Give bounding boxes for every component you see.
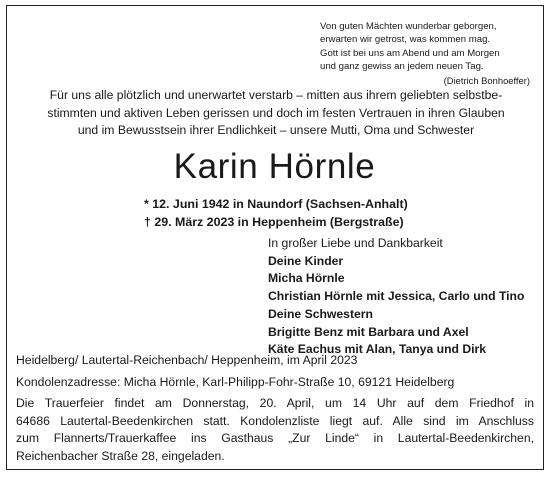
life-dates: [144, 196, 408, 232]
condolence-address: Kondolenzadresse: Micha Hörnle, Karl-Philipp-Fohr-Straße 10, 69121 Heidelberg: [16, 375, 455, 389]
service-line: Reichenbacher Straße 28, eingeladen.: [16, 448, 225, 463]
service-line: 64686 Lautertal-Beedenkirchen statt. Kondolenzliste liegt auf. Alle sind im Anschluss: [16, 413, 534, 428]
intro-line: stimmten und aktiven Leben gerissen und doch im festen Vertrauen in ihren Glauben: [47, 105, 505, 120]
service-line: Die Trauerfeier findet am Donnerstag, 20. April, um 14 Uhr auf dem Friedhof in: [16, 396, 534, 410]
quote-author: (Dietrich Bonhoeffer): [443, 74, 530, 86]
mourner-entry: Käte Eachus mit Alan, Tanya und Dirk: [268, 342, 487, 357]
mourner-entry: Micha Hörnle: [268, 271, 345, 286]
mourner-entry: Deine Schwestern: [268, 306, 373, 321]
funeral-service-info: [16, 395, 534, 465]
mourner-entry: Brigitte Benz mit Barbara und Axel: [268, 324, 469, 339]
death-date: † 29. März 2023 in Heppenheim (Bergstraße): [144, 214, 404, 229]
quote-line: Von guten Mächten wunderbar geborgen,: [320, 21, 497, 32]
intro-line: Für uns alle plötzlich und unerwartet verstarb – mitten aus ihrem geliebten selbstbe-: [49, 88, 503, 102]
obituary-notice: [6, 5, 544, 470]
quote-line: Gott ist bei uns am Abend und am Morgen: [320, 47, 500, 59]
quote-line: und ganz gewiss an jedem neuen Tag.: [320, 61, 484, 73]
place-and-date: Heidelberg/ Lautertal-Reichenbach/ Heppenheim, im April 2023: [16, 353, 358, 367]
mourners-heading: In großer Liebe und Dankbarkeit: [268, 236, 443, 250]
bonhoeffer-quote: [320, 20, 530, 87]
mourner-entry: Christian Hörnle mit Jessica, Carlo und Tino: [268, 289, 525, 304]
deceased-name: Karin Hörnle: [173, 147, 376, 186]
intro-text: [16, 87, 536, 140]
intro-line: und im Bewusstsein ihrer Endlichkeit – unsere Mutti, Oma und Schwester: [77, 123, 475, 138]
service-line: zum Flannerts/Trauerkaffee ins Gasthaus „Zur Linde“ in Lautertal-Beedenkirchen,: [16, 431, 534, 445]
quote-line: erwarten wir getrost, was kommen mag.: [320, 34, 491, 46]
mourners-list: [268, 235, 524, 359]
mourner-entry: Deine Kinder: [268, 253, 344, 268]
birth-date: * 12. Juni 1942 in Naundorf (Sachsen-Anhalt): [144, 197, 408, 211]
